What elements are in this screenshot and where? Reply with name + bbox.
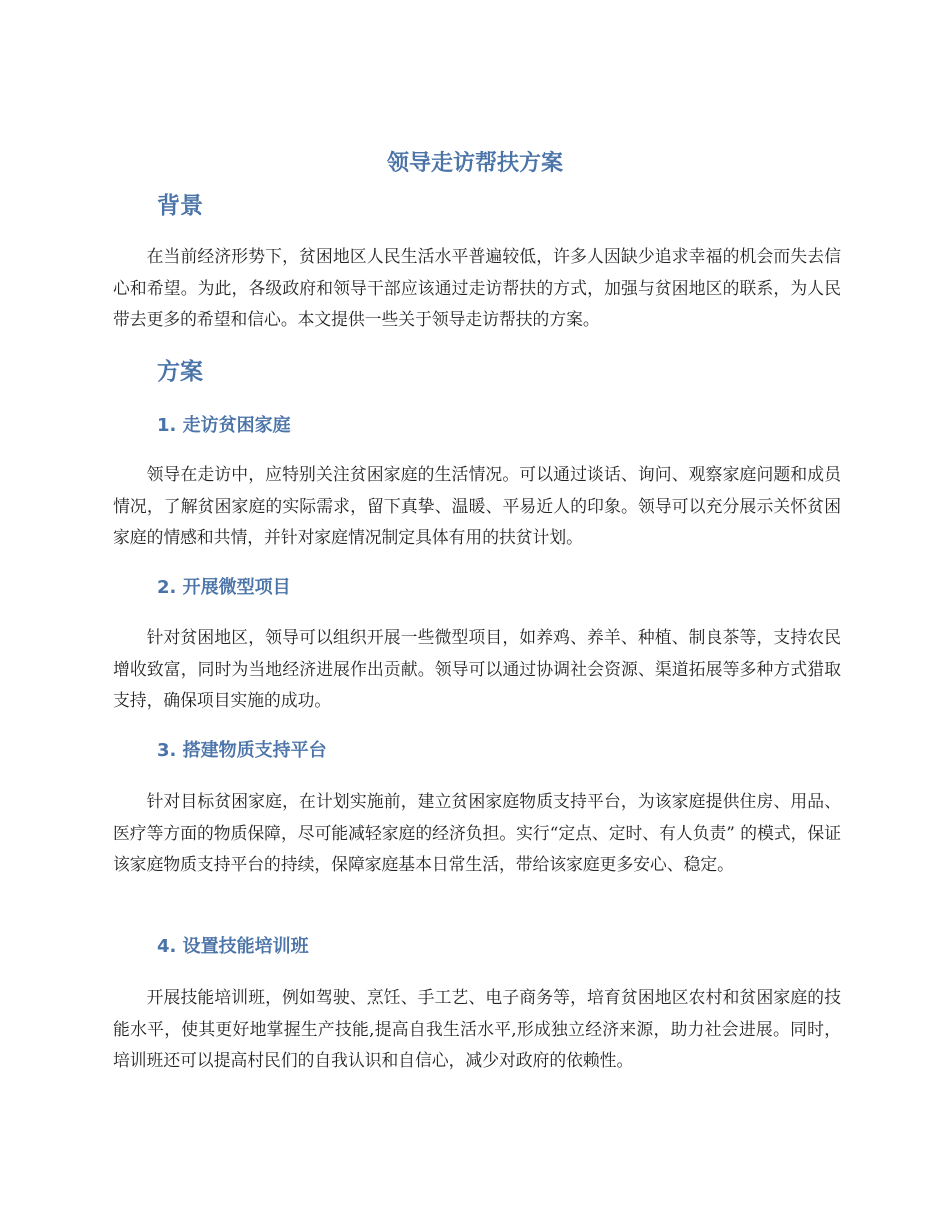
subsection-paragraph-2: 针对贫困地区，领导可以组织开展一些微型项目，如养鸡、养羊、种植、制良茶等，支持农民增收致富，同时为当地经济进展作出贡献。领导可以通过协调社会资源、渠道拓展等多种方式猎取支持，确保项目实施的成功。 [113, 627, 841, 710]
section-heading-plan: 方案 [157, 359, 203, 385]
subsection-paragraph-1: 领导在走访中，应特别关注贫困家庭的生活情况。可以通过谈话、询问、观察家庭问题和成员情况，了解贫困家庭的实际需求，留下真挚、温暖、平易近人的印象。领导可以充分展示关怀贫困家庭的情感和共情，并针对家庭情况制定具体有用的扶贫计划。 [113, 464, 841, 547]
section-heading-background: 背景 [157, 193, 203, 219]
subsection-paragraph-4: 开展技能培训班，例如驾驶、烹饪、手工艺、电子商务等，培育贫困地区农村和贫困家庭的技能水平，使其更好地掌握生产技能,提高自我生活水平,形成独立经济来源，助力社会进展。同时，培训班还可以提高村民们的自我认识和自信心，减少对政府的依赖性。 [113, 987, 841, 1070]
subsection-heading-3: 3. 搭建物质支持平台 [157, 740, 327, 761]
background-paragraph: 在当前经济形势下，贫困地区人民生活水平普遍较低，许多人因缺少追求幸福的机会而失去信心和希望。为此，各级政府和领导干部应该通过走访帮扶的方式，加强与贫困地区的联系，为人民带去更多的希望和信心。本文提供一些关于领导走访帮扶的方案。 [113, 246, 841, 329]
subsection-heading-4: 4. 设置技能培训班 [157, 936, 309, 957]
document-title: 领导走访帮扶方案 [386, 151, 563, 176]
subsection-heading-1: 1. 走访贫困家庭 [157, 415, 291, 436]
subsection-heading-2: 2. 开展微型项目 [157, 577, 291, 598]
subsection-paragraph-3: 针对目标贫困家庭，在计划实施前，建立贫困家庭物质支持平台，为该家庭提供住房、用品、医疗等方面的物质保障，尽可能减轻家庭的经济负担。实行“定点、定时、有人负责” 的模式，保证该家庭物质支持平台的持续，保障家庭基本日常生活，带给该家庭更多安心、稳定。 [113, 791, 841, 874]
